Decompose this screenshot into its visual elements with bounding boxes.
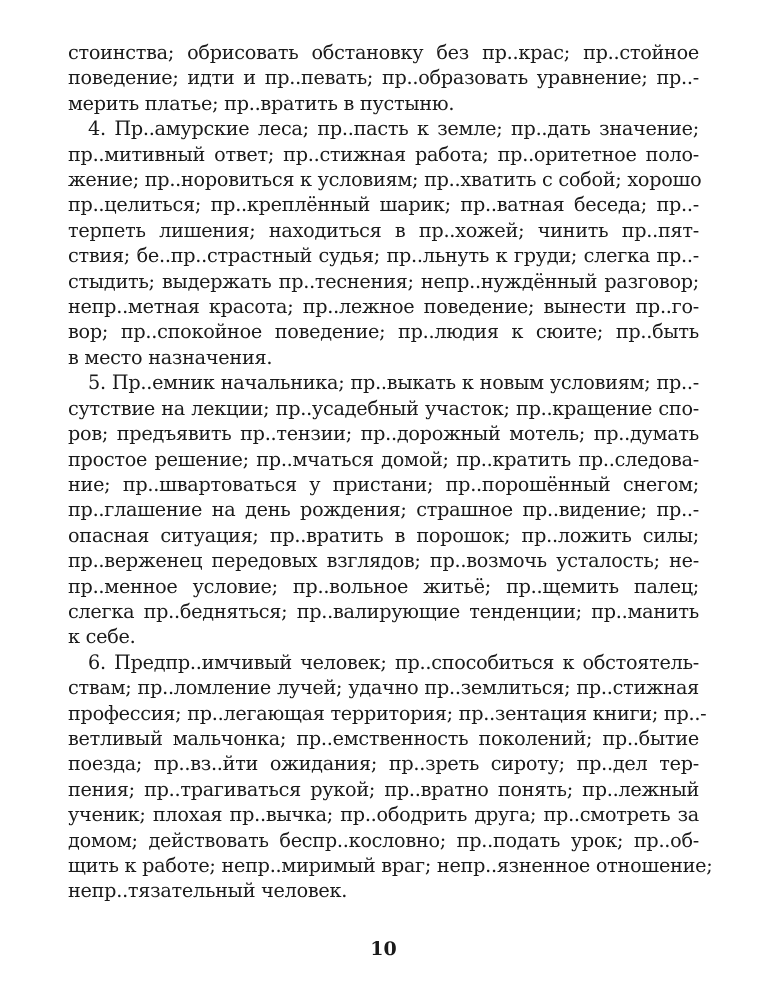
text-line: домом; действовать беспр..кословно; пр..подать урок; пр..об- bbox=[68, 828, 699, 852]
text-line: поезда; пр..вз..йти ожидания; пр..зреть сироту; пр..дел тер- bbox=[68, 752, 699, 776]
text-line: вор; пр..спокойное поведение; пр..людия к сюите; пр..быть bbox=[68, 320, 699, 344]
text-line: стоинства; обрисовать обстановку без пр..крас; пр..стойное bbox=[68, 41, 699, 64]
exercise-5 bbox=[68, 370, 699, 649]
text-line: простое решение; пр..мчаться домой; пр..кратить пр..следова- bbox=[68, 447, 699, 471]
text-line: 5. Пр..емник начальника; пр..выкать к новым условиям; пр..- bbox=[88, 371, 699, 395]
text-line: сутствие на лекции; пр..усадебный участок; пр..кращение спо- bbox=[68, 396, 699, 420]
text-line: слегка пр..бедняться; пр..валирующие тенденции; пр..манить bbox=[68, 599, 699, 623]
text-line: к себе. bbox=[68, 625, 136, 649]
text-line: опасная ситуация; пр..вратить в порошок; пр..ложить силы; bbox=[68, 523, 699, 547]
text-line: пр..глашение на день рождения; страшное пр..видение; пр..- bbox=[68, 498, 699, 522]
text-line: поведение; идти и пр..певать; пр..образовать уравнение; пр..- bbox=[68, 66, 699, 90]
text-line: ров; предъявить пр..тензии; пр..дорожный мотель; пр..думать bbox=[68, 422, 699, 446]
text-line: пения; пр..трагиваться рукой; пр..вратно понять; пр..лежный bbox=[68, 777, 699, 801]
page-body bbox=[68, 40, 713, 980]
text-line: пр..целиться; пр..креплённый шарик; пр..ватная беседа; пр..- bbox=[68, 193, 699, 217]
text-line: ствия; бе..пр..страстный судья; пр..льнуть к груди; слегка пр..- bbox=[68, 244, 699, 268]
exercise-4 bbox=[68, 116, 702, 370]
text-line: профессия; пр..легающая территория; пр..зентация книги; пр..- bbox=[68, 701, 707, 725]
text-line: жение; пр..норовиться к условиям; пр..хватить с собой; хорошо bbox=[68, 168, 702, 192]
page-number: 10 bbox=[370, 938, 397, 960]
text-line: 4. Пр..амурские леса; пр..пасть к земле; пр..дать значение; bbox=[88, 117, 699, 141]
text-line: ние; пр..швартоваться у пристани; пр..порошённый снегом; bbox=[68, 472, 699, 496]
text-line: терпеть лишения; находиться в пр..хожей; чинить пр..пят- bbox=[68, 218, 699, 242]
text-line: пр..верженец передовых взглядов; пр..возмочь усталость; не- bbox=[68, 549, 699, 573]
text-line: в место назначения. bbox=[68, 345, 273, 369]
paragraph-continuation bbox=[68, 40, 699, 116]
text-line: стыдить; выдержать пр..теснения; непр..нуждённый разговор; bbox=[68, 269, 699, 293]
text-line: пр..митивный ответ; пр..стижная работа; пр..оритетное поло- bbox=[68, 142, 699, 166]
exercise-6 bbox=[68, 650, 713, 904]
text-line: ствам; пр..ломление лучей; удачно пр..землиться; пр..стижная bbox=[68, 676, 699, 700]
text-line: непр..тязательный человек. bbox=[68, 879, 348, 903]
text-line: мерить платье; пр..вратить в пустыню. bbox=[68, 91, 455, 115]
text-line: щить к работе; непр..миримый враг; непр..язненное отношение; bbox=[68, 854, 713, 877]
text-line: непр..метная красота; пр..лежное поведение; вынести пр..го- bbox=[68, 295, 699, 319]
text-line: ветливый мальчонка; пр..емственность поколений; пр..бытие bbox=[68, 726, 699, 750]
text-line: пр..менное условие; пр..вольное житьё; пр..щемить палец; bbox=[68, 574, 699, 598]
text-line: 6. Предпр..имчивый человек; пр..способиться к обстоятель- bbox=[88, 650, 699, 674]
text-line: ученик; плохая пр..вычка; пр..ободрить друга; пр..смотреть за bbox=[68, 803, 699, 827]
